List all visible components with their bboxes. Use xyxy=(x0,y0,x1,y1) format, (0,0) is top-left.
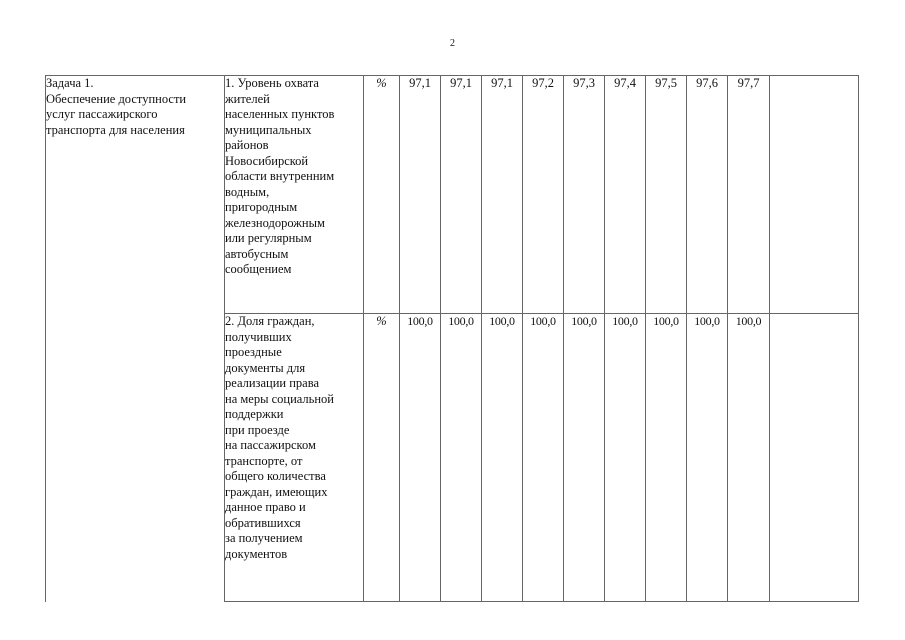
indicator-line: на пассажирском xyxy=(225,438,316,452)
value-cell: 97,2 xyxy=(523,76,564,314)
value-cell: 100,0 xyxy=(646,314,687,602)
indicator-line: данное право и xyxy=(225,500,306,514)
value-cell xyxy=(770,314,859,602)
value-cell: 97,1 xyxy=(482,76,523,314)
indicator-line: поддержки xyxy=(225,407,284,421)
indicator-line: документов xyxy=(225,546,288,561)
page-number: 2 xyxy=(450,38,455,49)
indicator-line: документы для xyxy=(225,360,306,375)
value-cell: 97,5 xyxy=(646,76,687,314)
indicator-line: Новосибирской xyxy=(225,153,309,168)
indicator-line: общего количества xyxy=(225,469,326,483)
value-cell: 100,0 xyxy=(728,314,770,602)
indicator-line: сообщением xyxy=(225,262,292,276)
indicator-line: 1. Уровень охвата xyxy=(225,76,319,90)
table-row xyxy=(46,76,859,314)
indicator-line: 2. Доля граждан, xyxy=(225,314,315,328)
unit-cell: % xyxy=(364,76,400,314)
value-cell xyxy=(770,76,859,314)
indicator-line: водным, xyxy=(225,184,270,199)
task-cell xyxy=(46,76,225,602)
indicator-line: проездные xyxy=(225,345,282,359)
indicator-cell xyxy=(225,314,364,602)
indicator-line: населенных пунктов xyxy=(225,107,335,121)
indicator-line: жителей xyxy=(225,91,270,106)
indicator-line: граждан, имеющих xyxy=(225,484,328,499)
indicator-line: муниципальных xyxy=(225,122,312,137)
value-cell: 100,0 xyxy=(523,314,564,602)
value-cell: 97,7 xyxy=(728,76,770,314)
indicator-line: железнодорожным xyxy=(225,215,325,230)
value-cell: 100,0 xyxy=(441,314,482,602)
indicator-line: автобусным xyxy=(225,246,289,261)
indicator-line: получивших xyxy=(225,329,292,344)
indicator-line: реализации права xyxy=(225,376,319,390)
value-cell: 97,1 xyxy=(441,76,482,314)
indicator-line: или регулярным xyxy=(225,231,312,245)
indicator-line: обратившихся xyxy=(225,515,301,530)
task-line: транспорта для населения xyxy=(46,122,185,137)
value-cell: 100,0 xyxy=(687,314,728,602)
indicator-line: при проезде xyxy=(225,422,290,437)
value-cell: 97,6 xyxy=(687,76,728,314)
task-line: Задача 1. xyxy=(46,76,94,90)
indicator-line: пригородным xyxy=(225,200,298,214)
value-cell: 97,1 xyxy=(400,76,441,314)
unit-cell: % xyxy=(364,314,400,602)
task-line: Обеспечение доступности xyxy=(46,91,187,106)
value-cell: 97,4 xyxy=(605,76,646,314)
task-line: услуг пассажирского xyxy=(46,107,158,121)
indicator-cell xyxy=(225,76,364,314)
indicators-table xyxy=(45,75,859,602)
indicator-line: области внутренним xyxy=(225,169,335,183)
value-cell: 97,3 xyxy=(564,76,605,314)
value-cell: 100,0 xyxy=(400,314,441,602)
indicator-line: на меры социальной xyxy=(225,391,334,406)
value-cell: 100,0 xyxy=(605,314,646,602)
value-cell: 100,0 xyxy=(564,314,605,602)
indicator-line: транспорте, от xyxy=(225,453,303,468)
indicator-line: районов xyxy=(225,138,269,152)
value-cell: 100,0 xyxy=(482,314,523,602)
indicator-line: за получением xyxy=(225,531,303,545)
